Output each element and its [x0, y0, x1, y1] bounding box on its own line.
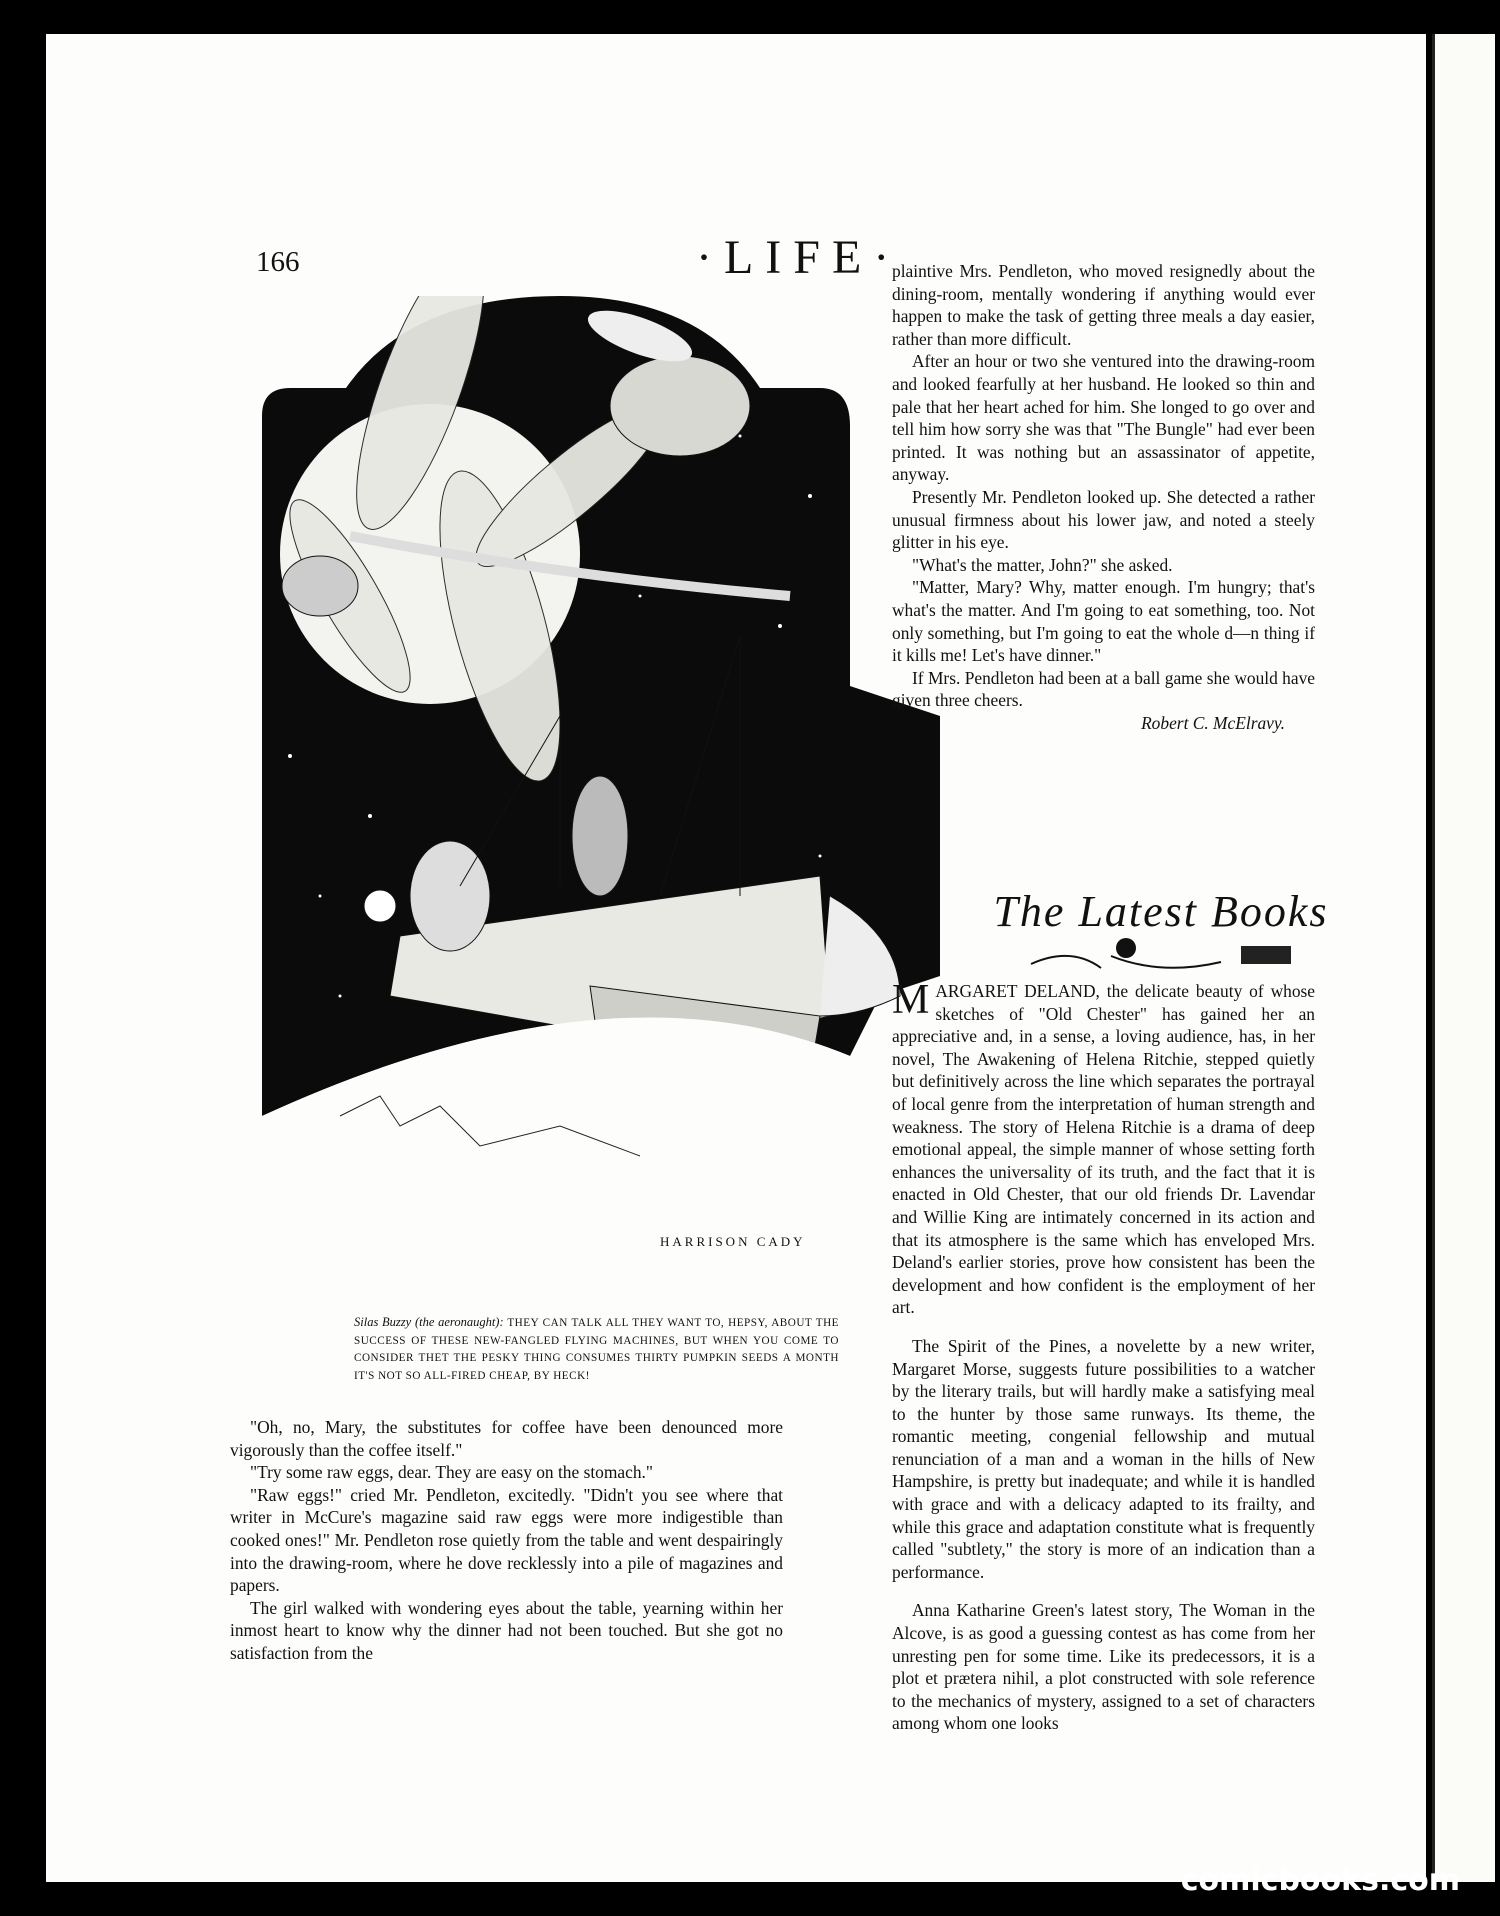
magazine-page — [46, 34, 1426, 1882]
story-paragraph: "Oh, no, Mary, the substitutes for coffee have been denounced more vigorously than the coffee itself." — [230, 1417, 783, 1460]
story-paragraph: "Raw eggs!" cried Mr. Pendleton, excitedly. "Didn't you see where that writer in McCure's magazine said raw eggs were more indigestible than cooked ones!" Mr. Pendleton rose quietly from the table and went despairingly into the drawing-room, where he dove recklessly into a pile of magazines and papers. — [230, 1484, 783, 1596]
books-paragraph: The Spirit of the Pines, a novelette by a new writer, Margaret Morse, suggests future possibilities to a watcher by the literary trails, but will hardly make a satisfying meal to the hunter by those same runways. Its theme, the romantic meeting, congenial fellowship and mutual renunciation of a man and a woman in the hills of New Hampshire, is pretty but inadequate; and while it is handled with grace and with a delicacy adapted to its frailty, and while this grace and adaptation constitute what is frequently called "subtlety," the story is more of an indication than a performance. — [892, 1335, 1315, 1582]
caption-speaker: Silas Buzzy (the aeronaught): — [354, 1315, 504, 1329]
story-author: Robert C. McElravy. — [1141, 712, 1285, 733]
illustration-signature: HARRISON CADY — [660, 1234, 806, 1249]
watermark: comicbooks.com — [1180, 1863, 1460, 1898]
story-paragraph: "Try some raw eggs, dear. They are easy on the stomach." — [250, 1462, 653, 1483]
drop-cap: M — [892, 977, 930, 1023]
facing-page-edge — [1432, 34, 1495, 1882]
story-paragraph: "What's the matter, John?" she asked. — [912, 554, 1173, 575]
story-paragraph: "Matter, Mary? Why, matter enough. I'm hungry; that's what's the matter. And I'm going to eat something, too. Not only something, but I'm going to eat the whole d—n thing if it kills me! Let's have dinner." — [892, 577, 1315, 666]
story-paragraph: Presently Mr. Pendleton looked up. She detected a rather unusual firmness about his lower jaw, and noted a steely glitter in his eye. — [892, 486, 1315, 553]
story-right-column — [892, 260, 1315, 734]
dragonfly-airship-illustration — [260, 296, 940, 1296]
story-paragraph: The girl walked with wondering eyes about the table, yearning within her inmost heart to know why the dinner had not been touched. But she got no satisfaction from the — [230, 1597, 783, 1663]
books-paragraph: Anna Katharine Green's latest story, The Woman in the Alcove, is as good a guessing contest as has come from her unresting pen for some time. Like its predecessors, it is a plot et prætera nihil, a plot constructed with sole reference to the mechanics of mystery, assigned to a set of characters among whom one looks — [892, 1600, 1315, 1734]
latest-books-heading — [991, 876, 1331, 976]
caption-text: THEY CAN TALK ALL THEY WANT TO, HEPSY, ABOUT THE SUCCESS OF THESE NEW-FANGLED FLYING MACHINES, BUT WHEN YOU COME TO CONSIDER THET THE PESKY THING CONSUMES THIRTY PUMPKIN SEEDS A MONTH IT'S NOT SO ALL-FIRED CHEAP, BY HECK! — [354, 1317, 839, 1382]
books-paragraph: MARGARET DELAND, the delicate beauty of whose sketches of "Old Chester" has gained her an appreciative and, in a sense, a loving audience, has, in her novel, The Awakening of Helena Ritchie, stepped quietly but definitively across the line which separates the portrayal of local genre from the interpretation of human strength and weakness. The story of Helena Ritchie is a drama of deep emotional appeal, the simple manner of whose setting forth enhances the universality of its truth, and the fact that it is enacted in Old Chester, that our old friends Dr. Lavendar and Willie King are intimately concerned in its action and that its atmosphere is the same which has enveloped Mrs. Deland's earlier stories, prove how consistent has been the development and how confident is the employment of her art. — [892, 977, 1315, 1318]
books-right-column — [892, 977, 1315, 1735]
page-number: 166 — [256, 246, 300, 278]
illustration-caption — [354, 1314, 839, 1385]
story-paragraph: If Mrs. Pendleton had been at a ball game she would have given three cheers. — [892, 667, 1315, 711]
story-paragraph: After an hour or two she ventured into the drawing-room and looked fearfully at her husband. He looked so thin and pale that her heart ached for him. She longed to go over and tell him how sorry she was that "The Bungle" had ever been printed. It was nothing but an assassinator of appetite, anyway. — [892, 351, 1315, 485]
story-paragraph: plaintive Mrs. Pendleton, who moved resignedly about the dining-room, mentally wondering if anything would ever happen to make the task of getting three meals a day easier, rather than more difficult. — [892, 261, 1315, 349]
section-title: The Latest Books — [993, 887, 1329, 936]
story-left-column — [230, 1416, 783, 1665]
magazine-title: ·LIFE· — [696, 231, 902, 284]
